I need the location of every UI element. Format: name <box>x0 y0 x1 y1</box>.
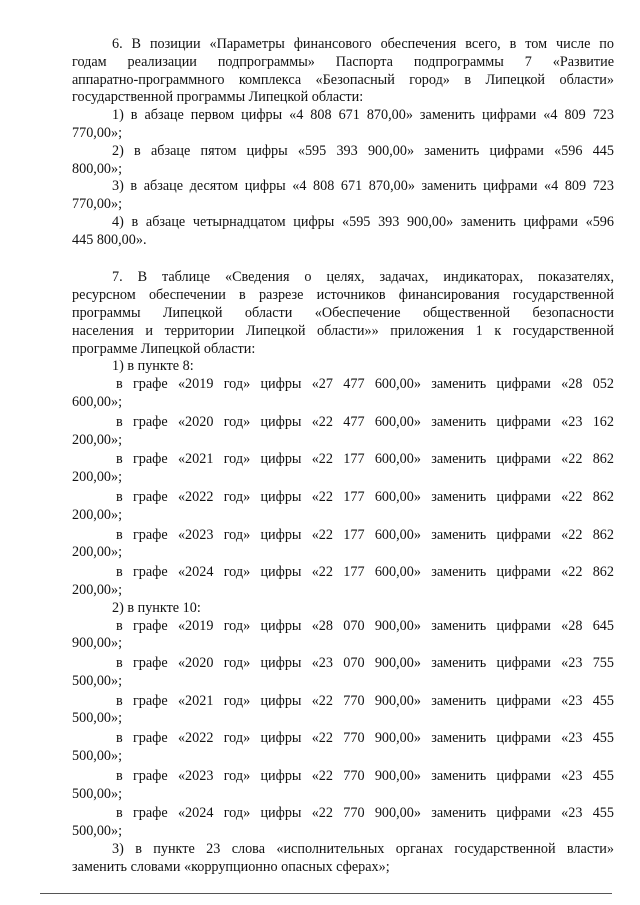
text-line: 500,00»; <box>72 823 123 840</box>
text-line: 7. В таблице «Сведения о целях, задачах, индикаторах, показателях, <box>112 269 614 286</box>
point-10-block <box>72 600 614 841</box>
text-line: 500,00»; <box>72 785 123 802</box>
section-6-paragraph <box>72 36 614 107</box>
text-line: 6. В позиции «Параметры финансового обеспечения всего, в том числе по <box>112 36 614 52</box>
section-6-items <box>72 107 614 249</box>
point-label: 2) в пункте 10: <box>112 599 201 616</box>
text-line: в графе «2022 год» цифры «22 770 900,00» заменить цифрами «23 455 <box>116 730 614 747</box>
text-line: 770,00»; <box>72 196 123 213</box>
text-line: программы Липецкой области «Обеспечение общественной безопасности <box>72 304 614 321</box>
text-line: в графе «2021 год» цифры «22 177 600,00» заменить цифрами «22 862 <box>116 451 614 468</box>
point-8-block <box>72 358 614 599</box>
text-line: 3) в абзаце десятом цифры «4 808 671 870,00» заменить цифрами «4 809 723 <box>112 178 614 195</box>
text-line: в графе «2020 год» цифры «22 477 600,00» заменить цифрами «23 162 <box>116 413 614 430</box>
text-line: в графе «2023 год» цифры «22 770 900,00» заменить цифрами «23 455 <box>116 767 614 784</box>
text-line: 3) в пункте 23 слова «исполнительных органах государственной власти» <box>112 841 614 858</box>
text-line: в графе «2024 год» цифры «22 770 900,00» заменить цифрами «23 455 <box>116 805 614 822</box>
section-7-paragraph <box>72 269 614 358</box>
text-line: населения и территории Липецкой области»» приложения 1 к государственной <box>72 322 614 339</box>
text-line: 200,00»; <box>72 506 123 523</box>
text-line: 600,00»; <box>72 393 123 410</box>
text-line: 500,00»; <box>72 672 123 689</box>
paragraph-gap <box>72 250 614 268</box>
text-line: в графе «2021 год» цифры «22 770 900,00» заменить цифрами «23 455 <box>116 692 614 709</box>
text-line: 1) в абзаце первом цифры «4 808 671 870,00» заменить цифрами «4 809 723 <box>112 107 614 124</box>
text-line: 200,00»; <box>72 469 123 486</box>
text-line: 2) в абзаце пятом цифры «595 393 900,00» заменить цифрами «596 445 <box>112 142 614 159</box>
text-line: 770,00»; <box>72 124 123 141</box>
text-line: заменить словами «коррупционно опасных сферах»; <box>72 858 390 875</box>
text-line: 500,00»; <box>72 748 123 765</box>
text-line: в графе «2019 год» цифры «28 070 900,00» заменить цифрами «28 645 <box>116 617 614 634</box>
text-line: в графе «2020 год» цифры «23 070 900,00» заменить цифрами «23 755 <box>116 655 614 672</box>
text-line: 445 800,00». <box>72 231 147 248</box>
text-line: в графе «2019 год» цифры «27 477 600,00» заменить цифрами «28 052 <box>116 376 614 393</box>
text-line: в графе «2022 год» цифры «22 177 600,00» заменить цифрами «22 862 <box>116 488 614 505</box>
text-line: программе Липецкой области: <box>72 340 256 357</box>
text-line: 200,00»; <box>72 581 123 598</box>
text-line: ресурсном обеспечении в разрезе источников финансирования государственной <box>72 287 614 304</box>
page-bottom-rule <box>40 893 612 894</box>
text-line: годам реализации подпрограммы» Паспорта подпрограммы 7 «Развитие <box>72 53 614 70</box>
text-line: государственной программы Липецкой области: <box>72 89 364 106</box>
text-line: 800,00»; <box>72 160 123 177</box>
point-label: 1) в пункте 8: <box>112 358 194 375</box>
text-line: 900,00»; <box>72 635 123 652</box>
text-line: в графе «2023 год» цифры «22 177 600,00» заменить цифрами «22 862 <box>116 526 614 543</box>
text-line: аппаратно-программного комплекса «Безопасный город» в Липецкой области» <box>72 71 614 88</box>
text-line: 4) в абзаце четырнадцатом цифры «595 393 900,00» заменить цифрами «596 <box>112 213 614 230</box>
text-line: 500,00»; <box>72 710 123 727</box>
text-line: 200,00»; <box>72 431 123 448</box>
text-line: в графе «2024 год» цифры «22 177 600,00» заменить цифрами «22 862 <box>116 564 614 581</box>
text-line: 200,00»; <box>72 544 123 561</box>
point-23-block <box>72 841 614 877</box>
document-page <box>72 36 614 877</box>
